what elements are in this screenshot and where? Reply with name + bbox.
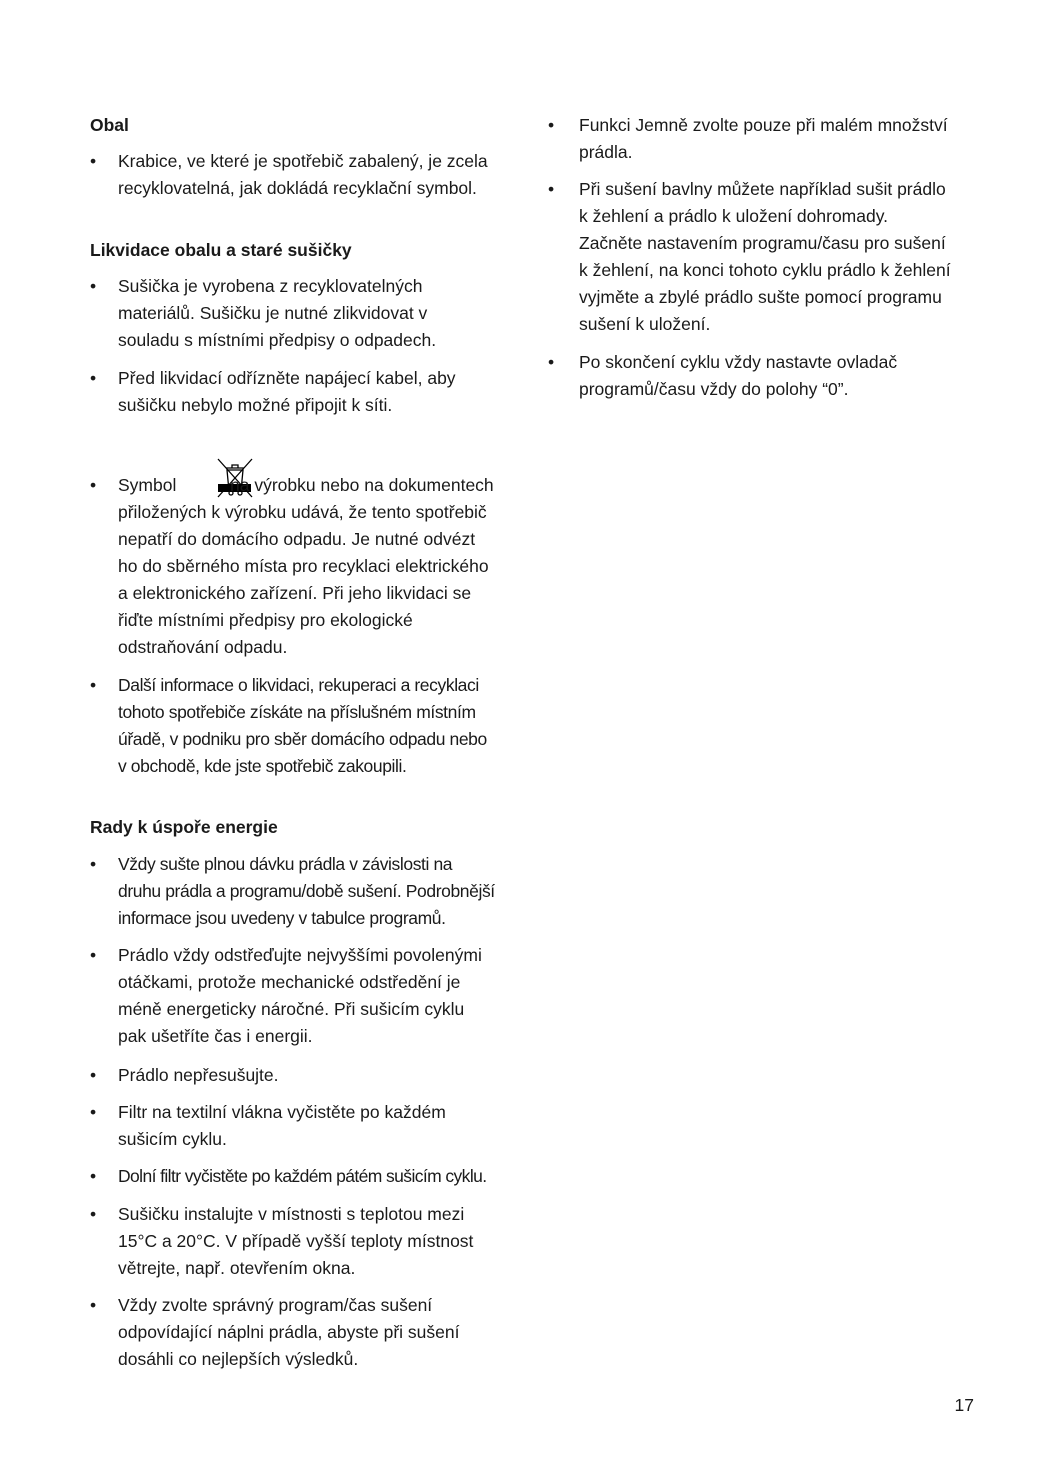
symbol-first-line — [118, 472, 538, 499]
heading-energy: Rady k úspoře energie — [90, 817, 278, 837]
bullet: • — [90, 475, 97, 495]
list-item-text: Funkci Jemně zvolte pouze při malém množství prádla. — [579, 115, 948, 162]
list-item-text: Krabice, ve které je spotřebič zabalený, je zcela recyklovatelná, jak dokládá recyklační symbol. — [118, 151, 488, 198]
bullet: • — [90, 1102, 97, 1122]
heading-disposal: Likvidace obalu a staré sušičky — [90, 240, 352, 260]
bullet: • — [548, 115, 555, 135]
list-item-text: Filtr na textilní vlákna vyčistěte po každém sušicím cyklu. — [118, 1102, 446, 1149]
list-item-text: přiložených k výrobku udává, že tento spotřebič nepatří do domácího odpadu. Je nutné odvézt ho do sběrného místa pro recyklaci elektrického a elektronického zařízení. Při jeho likvidaci se řiďte místními předpisy pro ekologické odstraňování odpadu. — [118, 502, 489, 657]
bullet: • — [90, 276, 97, 296]
list-item-text: Vždy sušte plnou dávku prádla v závislosti na druhu prádla a programu/době sušení. Podrobnější informace jsou uvedeny v tabulce programů. — [118, 854, 495, 928]
list-item-text: Po skončení cyklu vždy nastavte ovladač programů/času vždy do polohy “0”. — [579, 352, 898, 399]
bullet: • — [90, 1065, 97, 1085]
list-item-text: Sušička je vyrobena z recyklovatelných materiálů. Sušičku je nutné zlikvidovat v souladu s místními předpisy o odpadech. — [118, 276, 437, 350]
bullet: • — [90, 1166, 97, 1186]
bullet: • — [90, 1295, 97, 1315]
symbol-prefix: Symbol — [118, 475, 177, 495]
bullet: • — [548, 179, 555, 199]
page-number: 17 — [954, 1395, 974, 1415]
list-item-text: Před likvidací odřízněte napájecí kabel, aby sušičku nebylo možné připojit k síti. — [118, 368, 456, 415]
bullet: • — [90, 151, 97, 171]
list-item-text: Další informace o likvidaci, rekuperaci a recyklaci tohoto spotřebiče získáte na příslušném místním úřadě, v podniku pro sběr domácího odpadu nebo v obchodě, kde jste spotřebič zakoupili. — [118, 675, 487, 776]
symbol-suffix: na výrobku nebo na dokumentech — [230, 475, 494, 495]
bullet: • — [90, 854, 97, 874]
bullet: • — [90, 1204, 97, 1224]
list-item-text: Dolní filtr vyčistěte po každém pátém sušicím cyklu. — [118, 1166, 487, 1186]
heading-packaging: Obal — [90, 115, 129, 135]
list-item-text: Prádlo nepřesušujte. — [118, 1065, 279, 1085]
bullet: • — [90, 945, 97, 965]
list-item-text: Prádlo vždy odstřeďujte nejvyššími povolenými otáčkami, protože mechanické odstředění je méně energeticky náročné. Při sušicím cyklu pak ušetříte čas i energii. — [118, 945, 482, 1046]
list-item-text: Při sušení bavlny můžete například sušit prádlo k žehlení a prádlo k uložení dohromady. Začněte nastavením programu/času pro sušení k žehlení, na konci tohoto cyklu prádlo k žehlení vyjměte a zbylé prádlo sušte pomocí programu sušení k uložení. — [579, 179, 951, 334]
list-item-text: Sušičku instalujte v místnosti s teplotou mezi 15°C a 20°C. V případě vyšší teploty místnost větrejte, např. otevřením okna. — [118, 1204, 474, 1278]
bullet: • — [548, 352, 555, 372]
list-item-text: Vždy zvolte správný program/čas sušení odpovídající náplni prádla, abyste při sušení dosáhli co nejlepších výsledků. — [118, 1295, 460, 1369]
bullet: • — [90, 675, 97, 695]
bullet: • — [90, 368, 97, 388]
